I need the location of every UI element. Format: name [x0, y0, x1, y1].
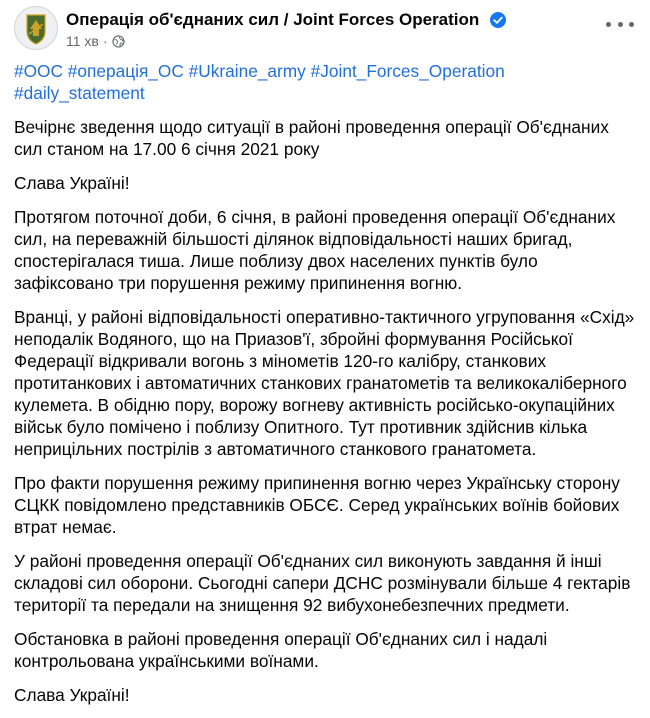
post-body	[14, 60, 636, 718]
hashtag-line	[14, 60, 636, 104]
hashtag-link[interactable]: #Ukraine_army	[188, 61, 306, 81]
verified-badge-icon	[490, 12, 506, 28]
post-paragraph: У районі проведення операції Об'єднаних сил виконують завдання й інші складові сил оборони. Сьогодні сапери ДСНС розмінували більше 4 гектарів території та передали на знищення 92 вибухонебезпечних предмети.	[14, 551, 631, 615]
post-paragraph: Протягом поточної доби, 6 січня, в районі проведення операції Об'єднаних сил, на переважній більшості ділянок відповідальності наших бригад, спостерігалася тиша. Лише поблизу двох населених пунктів було зафіксовано три порушення режиму припинення вогню.	[14, 207, 616, 293]
post-timestamp[interactable]: 11 хв	[66, 33, 99, 49]
post-paragraph: Вранці, у районі відповідальності оперативно-тактичного угруповання «Схід» неподалік Водяного, що на Приазов'ї, збройні формування Російської Федерації відкривали вогонь з мінометів 120-го калібру, станкових протитанкових і автоматичних станкових гранатометів та великокаліберного кулемета. В обідню пору, ворожу вогневу активність російсько-окупаційних військ було помічено і поблизу Опитного. Тут противник здійснив кілька неприцільних пострілів з автоматичного станкового гранатомета.	[14, 307, 635, 459]
closing-paragraph: Слава Україні!	[14, 685, 130, 705]
post-paragraph: Обстановка в районі проведення операції Об'єднаних сил і надалі контрольована українськими воїнами.	[14, 629, 548, 671]
greeting-paragraph: Слава Україні!	[14, 173, 130, 193]
meta-separator: ·	[102, 33, 108, 49]
page-name-text: Операція об'єднаних сил / Joint Forces Operation	[66, 10, 480, 29]
post-meta	[66, 33, 125, 49]
jfo-emblem-icon	[15, 7, 57, 49]
post-title-paragraph: Вечірнє зведення щодо ситуації в районі проведення операції Об'єднаних сил станом на 17.00 6 січня 2021 року	[14, 117, 609, 159]
more-options-icon	[606, 22, 611, 27]
hashtag-link[interactable]: #daily_statement	[14, 83, 145, 103]
hashtag-link[interactable]: #Joint_Forces_Operation	[310, 61, 505, 81]
hashtag-link[interactable]: #операція_ОС	[67, 61, 184, 81]
more-dot	[618, 22, 623, 27]
page-name-link[interactable]	[66, 10, 506, 30]
more-options-button[interactable]	[606, 14, 634, 34]
more-dot	[629, 22, 634, 27]
hashtag-link[interactable]: #ООС	[14, 61, 63, 81]
post-paragraph: Про факти порушення режиму припинення вогню через Українську сторону СЦКК повідомлено представників ОБСЄ. Серед українських воїнів бойових втрат немає.	[14, 473, 620, 537]
page-avatar[interactable]	[14, 6, 58, 50]
post-header	[14, 6, 636, 58]
globe-icon[interactable]	[112, 35, 125, 48]
